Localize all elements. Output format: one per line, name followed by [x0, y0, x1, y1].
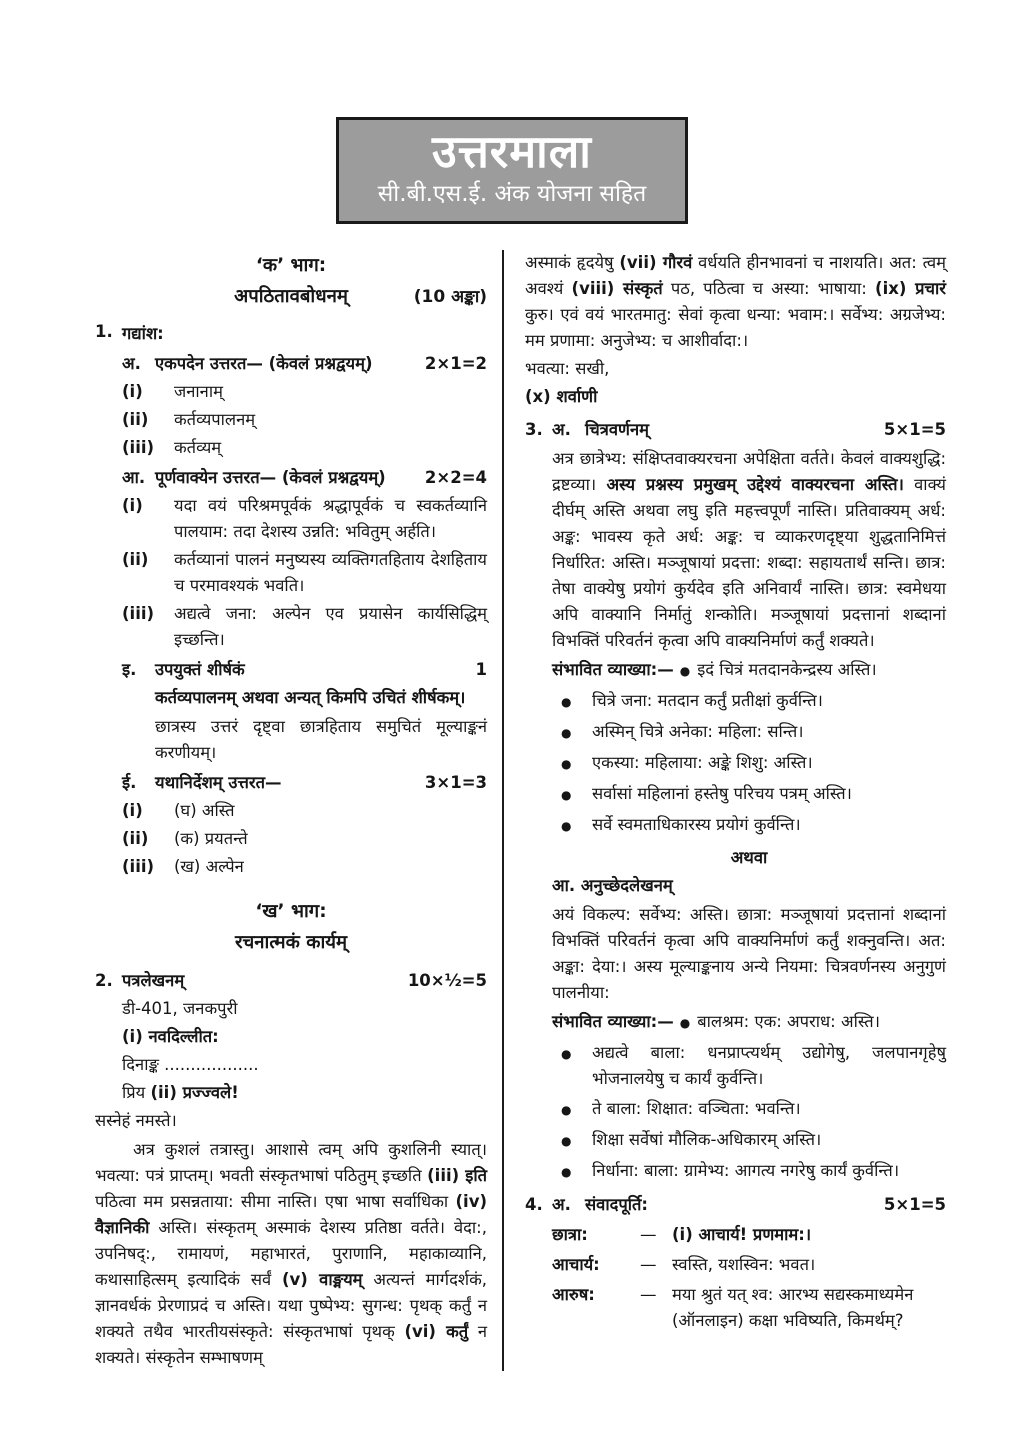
answer-number: (ii) [122, 829, 149, 849]
answer-text: कर्तव्यपालनम् [174, 410, 256, 430]
q1-i-note: छात्रस्य उत्तरं दृष्ट्वा छात्रहिताय समुचितं मूल्याङ्कनं करणीयम्। [155, 717, 487, 763]
q4-marks: 5×1=5 [883, 1195, 946, 1215]
question-2-body [122, 968, 487, 1106]
dialog-line [552, 1282, 946, 1334]
answer-item [122, 435, 487, 461]
letter-signature: (x) शर्वाणी [525, 387, 598, 407]
q1-ee-label: ई. [122, 773, 137, 793]
bullet-text: शिक्षा सर्वेषां मौलिक-अधिकारम् अस्ति। [592, 1130, 822, 1150]
q2-heading-row [122, 968, 487, 994]
q1-i-heading-row [122, 657, 487, 683]
q1-i-answer: कर्तव्यपालनम् अथवा अन्यत् किमपि उचितं शीर्षकम्। [155, 688, 466, 708]
bullet-icon [552, 1158, 592, 1185]
bullet-icon [552, 688, 592, 715]
q1-aa-heading-row [122, 465, 487, 491]
bullet-item [552, 781, 946, 808]
question-1-title: गद्यांश: [122, 324, 164, 344]
answer-item [122, 493, 487, 545]
bullet-icon [552, 750, 592, 777]
answer-item [122, 854, 487, 880]
dialog-line [552, 1252, 946, 1278]
q1-ee-heading-row [122, 770, 487, 796]
dialog-dash: — [640, 1225, 657, 1245]
answer-number: (iii) [122, 438, 155, 458]
question-1-body [122, 319, 487, 880]
bullet-text: निर्धाना: बाला: ग्रामेभ्य: आगत्य नगरेषु कार्यं कुर्वन्ति। [592, 1161, 900, 1181]
q3-marks: 5×1=5 [883, 420, 946, 440]
answer-number: (i) [122, 382, 143, 402]
q1-a-label: अ. [122, 354, 141, 374]
bullet-item [552, 812, 946, 839]
q3b-heading: आ. अनुच्छेदलेखनम् [552, 876, 673, 896]
q3-sample-answer-line [552, 657, 946, 684]
answer-number: (ii) [122, 410, 149, 430]
answer-text: कर्तव्यानां पालनं मनुष्यस्य व्यक्तिगतहिताय देशहिताय च परमावश्यकं भवति। [174, 550, 487, 596]
q1-aa-prompt: पूर्णवाक्येन उत्तरत— (केवलं प्रश्नद्वयम्) [155, 468, 386, 488]
left-column [95, 250, 502, 1371]
bullet-icon [552, 719, 592, 746]
q3-sample-label: संभावित व्याख्या:— [552, 660, 674, 680]
dialog-line [552, 1222, 946, 1248]
q1-ee-marks: 3×1=3 [424, 773, 487, 793]
bullet-icon [552, 812, 592, 839]
q2-marks: 10×½=5 [407, 971, 487, 991]
bullet-icon [552, 1040, 592, 1092]
bullet-icon [552, 781, 592, 808]
q3b-sample-label: संभावित व्याख्या:— [552, 1012, 674, 1032]
question-1 [95, 319, 487, 880]
bullet-text: ते बाला: शिक्षात: वञ्चिता: भवन्ति। [592, 1099, 801, 1119]
banner [336, 117, 688, 224]
answer-text: यदा वयं परिश्रमपूर्वकं श्रद्धापूर्वकं च स्वकर्तव्यानि पालयाम: तदा देशस्य उन्नति: भवितुम् अर्हति। [174, 496, 487, 542]
q3-title: चित्रवर्णनम् [585, 420, 649, 440]
letter-city: (i) नवदिल्लीत: [122, 1027, 219, 1047]
bullet-item [552, 1127, 946, 1154]
part-ka-heading: ‘क’ भाग: [255, 255, 327, 277]
dialog-speaker: छात्रा: [552, 1225, 588, 1245]
bullet-icon [674, 660, 697, 679]
q1-a-heading-row [122, 351, 487, 377]
question-3 [525, 417, 946, 1185]
or-separator: अथवा [730, 848, 768, 868]
dialog-text: (i) आचार्य! प्रणमाम:। [672, 1225, 812, 1245]
bullet-item [552, 688, 946, 715]
bullet-item [552, 1040, 946, 1092]
answer-item [122, 826, 487, 852]
dialog-dash: — [640, 1285, 657, 1305]
question-2-number: 2. [95, 971, 113, 991]
q3b-sample-answer-line [552, 1009, 946, 1036]
q4-label: अ. [552, 1195, 571, 1215]
part-kha-subject: रचनात्मकं कार्यम् [234, 932, 348, 954]
dialog-text: स्वस्ति, यशस्विन: भवत। [672, 1255, 816, 1275]
part-ka-marks: (10 अङ्का) [413, 287, 487, 308]
answer-text: (घ) अस्ति [174, 801, 235, 821]
dialog-dash: — [640, 1255, 657, 1275]
answer-text: जनानाम् [174, 382, 223, 402]
answer-item [122, 547, 487, 599]
letter-greeting: सस्नेहं नमस्ते। [95, 1111, 177, 1131]
letter-address: डी-401, जनकपुरी [122, 999, 238, 1019]
part-ka-subject: अपठितावबोधनम् [234, 286, 348, 308]
q3-heading-row [552, 417, 946, 443]
answer-number: (iii) [122, 857, 155, 877]
question-4 [525, 1192, 946, 1334]
q3-sample-first: इदं चित्रं मतदानकेन्द्रस्य अस्ति। [697, 660, 877, 680]
q3b-guideline: अयं विकल्प: सर्वेभ्य: अस्ति। छात्रा: मञ्जूषायां प्रदत्तानां शब्दानां विभक्तिं परिवर्तनं कृत्वा अपि वाक्यनिर्माणं कर्तुं शक्नुवन्ति। अत: अङ्का: देया:। अस्य मूल्याङ्कनाय अन्ये नियमा: चित्रवर्णनस्य अनुगुणं पालनीया: [552, 905, 946, 1003]
bullet-text: सर्वे स्वमताधिकारस्य प्रयोगं कुर्वन्ति। [592, 815, 801, 835]
answer-text: कर्तव्यम् [174, 438, 222, 458]
answer-number: (i) [122, 801, 143, 821]
letter-date-line: दिनाङ्क .................. [122, 1055, 259, 1075]
question-3-body [552, 417, 946, 1185]
question-3-number: 3. [525, 420, 543, 440]
q3-guideline: अत्र छात्रेभ्य: संक्षिप्तवाक्यरचना अपेक्षिता वर्तते। केवलं वाक्यशुद्धि: द्रष्टव्या। अस्य प्रश्नस्य प्रमुखम् उद्देश्यं वाक्यरचना अस्ति। वाक्यं दीर्घम् अस्ति अथवा लघु इति महत्त्वपूर्णं नास्ति। प्रतिवाक्यम् अर्ध: अङ्क: भावस्य कृते अर्ध: अङ्क: च व्याकरणदृष्ट्या शुद्धतानिमित्तं निर्धारित: अस्ति। मञ्जूषायां प्रदत्ता: शब्दा: सहायतार्थं सन्ति। छात्र: तेषा वाक्येषु प्रयोगं कुर्यदेव इति अनिवार्यं नास्ति। छात्र: स्वमेधया अपि वाक्यानि निर्मातुं शन्कोति। मञ्जूषायां प्रदत्तानां शब्दानां विभक्तिं परिवर्तनं कृत्वा अपि वाक्यनिर्माणं कर्तुं शक्यते। [552, 449, 946, 651]
bullet-item [552, 1158, 946, 1185]
q2-title: पत्रलेखनम् [122, 971, 185, 991]
bullet-icon [552, 1127, 592, 1154]
answer-item [122, 798, 487, 824]
bullet-icon [552, 1096, 592, 1123]
dialog-speaker: आरुष: [552, 1285, 595, 1305]
q1-ee-prompt: यथानिर्देशम् उत्तरत— [155, 773, 282, 793]
q4-heading-row [552, 1192, 946, 1218]
bullet-item [552, 1096, 946, 1123]
q1-i-marks: 1 [475, 660, 487, 680]
answer-text: (क) प्रयतन्ते [174, 829, 248, 849]
bullet-text: एकस्या: महिलाया: अङ्के शिशु: अस्ति। [592, 753, 813, 773]
q1-i-label: इ. [122, 660, 137, 680]
question-4-body [552, 1192, 946, 1334]
q3b-sample-first: बालश्रम: एक: अपराध: अस्ति। [697, 1012, 880, 1032]
bullet-item [552, 750, 946, 777]
part-kha-heading: ‘ख’ भाग: [255, 901, 327, 923]
q1-aa-label: आ. [122, 468, 146, 488]
letter-salutation: प्रिय (ii) प्रज्ज्वले! [122, 1083, 239, 1103]
bullet-item [552, 719, 946, 746]
banner-title: उत्तरमाला [432, 125, 592, 178]
answer-number: (iii) [122, 604, 155, 624]
answer-item [122, 379, 487, 405]
letter-body: अत्र कुशलं तत्रास्तु। आशासे त्वम् अपि कुशलिनी स्यात्। भवत्या: पत्रं प्राप्तम्। भवती संस्कृतभाषां पठितुम् इच्छति (iii) इति पठित्वा मम प्रसन्नताया: सीमा नास्ति। एषा भाषा सर्वाधिका (iv) वैज्ञानिकी अस्ति। संस्कृतम् अस्माकं देशस्य प्रतिष्ठा वर्तते। वेदा:, उपनिषद्:, रामायणं, महाभारतं, पुराणानि, महाकाव्यानि, कथासाहित्सम् इत्यादिकं सर्वं (v) वाङ्मयम् अत्यन्तं मार्गदर्शकं, ज्ञानवर्धकं प्रेरणाप्रदं च अस्ति। यथा पुष्पेभ्य: सुगन्ध: पृथक् कर्तुं न शक्यते तथैव भारतीयसंस्कृते: संस्कृतभाषां पृथक् (vi) कर्तुं न शक्यते। संस्कृतेन सम्भाषणम् [95, 1140, 487, 1368]
answer-number: (ii) [122, 550, 149, 570]
bullet-icon [674, 1012, 697, 1031]
bullet-text: अस्मिन् चित्रे अनेका: महिला: सन्ति। [592, 722, 804, 742]
letter-signoff: भवत्या: सखी, [525, 359, 610, 379]
answer-item [122, 601, 487, 653]
q1-a-marks: 2×1=2 [424, 354, 487, 374]
answer-text: अद्यत्वे जना: अल्पेन एव प्रयासेन कार्यसिद्धिम् इच्छन्ति। [174, 604, 487, 650]
letter-body-continued: अस्माकं हृदयेषु (vii) गौरवं वर्धयति हीनभावनां च नाशयति। अत: त्वम् अवश्यं (viii) संस्कृतं पठ, पठित्वा च अस्या: भाषाया: (ix) प्रचारं कुरु। एवं वयं भारतमातु: सेवां कृत्वा धन्या: भवाम:। सर्वेभ्य: अग्रजेभ्य: मम प्रणामा: अनुजेभ्य: च आशीर्वादा:। [525, 253, 946, 351]
answer-text: (ख) अल्पेन [174, 857, 244, 877]
bullet-text: अद्यत्वे बाला: धनप्राप्त्यर्थम् उद्योगेषु, जलपानगृहेषु भोजनालयेषु च कार्यं कुर्वन्ति। [592, 1043, 946, 1089]
q1-aa-marks: 2×2=4 [424, 468, 487, 488]
answer-item [122, 407, 487, 433]
q3-label: अ. [552, 420, 571, 440]
two-column-layout [0, 224, 1024, 1371]
question-1-number: 1. [95, 322, 113, 342]
q1-i-prompt: उपयुक्तं शीर्षकं [155, 660, 245, 680]
dialog-text: मया श्रुतं यत् श्व: आरभ्य सद्यस्कमाध्यमेन (ऑनलाइन) कक्षा भविष्यति, किमर्थम्? [672, 1285, 914, 1331]
q1-a-prompt: एकपदेन उत्तरत— (केवलं प्रश्नद्वयम्) [155, 354, 373, 374]
bullet-text: चित्रे जना: मतदान कर्तुं प्रतीक्षां कुर्वन्ति। [592, 691, 823, 711]
right-column [504, 250, 946, 1371]
part-ka-subject-row [95, 281, 487, 312]
bullet-text: सर्वासां महिलानां हस्तेषु परिचय पत्रम् अस्ति। [592, 784, 852, 804]
question-2 [95, 968, 487, 1106]
banner-subtitle: सी.बी.एस.ई. अंक योजना सहित [377, 181, 647, 208]
dialog-speaker: आचार्य: [552, 1255, 600, 1275]
q4-title: संवादपूर्ति: [585, 1195, 649, 1215]
answer-number: (i) [122, 496, 143, 516]
question-4-number: 4. [525, 1195, 543, 1215]
